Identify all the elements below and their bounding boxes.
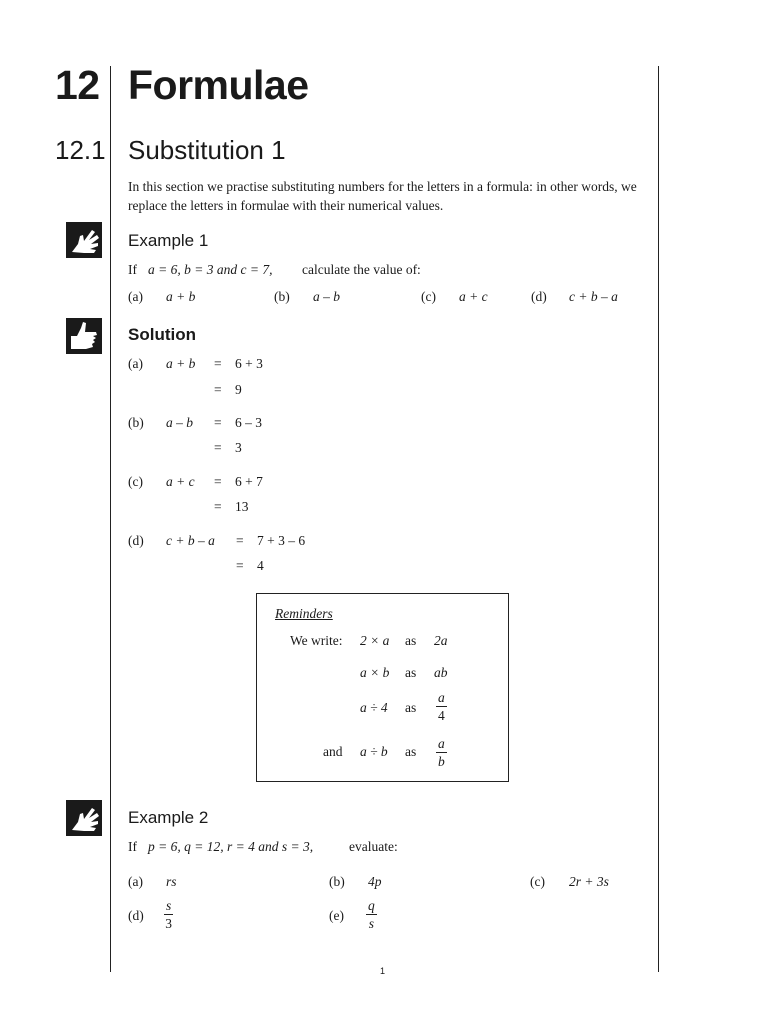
fraction-numerator: s — [166, 898, 172, 913]
solution-step-label: (b) — [128, 415, 144, 430]
fraction-denominator: s — [368, 916, 374, 931]
example-2-part-expr: 2r + 3s — [569, 874, 609, 889]
reminders-left-expr: 2 × a — [360, 633, 390, 648]
reminders-as: as — [405, 700, 417, 715]
solution-equals: = — [214, 474, 222, 489]
solution-line-1: 6 + 3 — [235, 356, 263, 371]
pointing-hand-icon — [66, 800, 102, 836]
solution-line-1: 7 + 3 – 6 — [257, 533, 306, 548]
example-2-part-label: (e) — [329, 908, 344, 923]
page-number: 1 — [380, 966, 386, 976]
fraction-denominator: 4 — [438, 708, 445, 723]
fraction-numerator: a — [438, 690, 445, 705]
solution-step-expr: a + c — [166, 474, 195, 489]
reminders-left-expr: a × b — [360, 665, 390, 680]
example-1-heading: Example 1 — [128, 231, 209, 250]
reminders-left-expr: a ÷ b — [360, 744, 388, 759]
example-1-part-expr: a – b — [313, 289, 340, 304]
example-1-part-label: (c) — [421, 289, 436, 304]
solution-heading: Solution — [128, 325, 196, 344]
example-2-part-label: (b) — [329, 874, 345, 889]
reminders-fraction — [436, 736, 447, 770]
solution-line-2: 9 — [235, 382, 242, 397]
solution-step-label: (a) — [128, 356, 143, 371]
solution-equals: = — [236, 533, 244, 548]
example-1-part-expr: a + c — [459, 289, 488, 304]
example-2-part-expr: 4p — [368, 874, 382, 889]
example-2-part-expr: rs — [166, 874, 177, 889]
thumbs-up-hand-icon — [66, 318, 102, 354]
solution-step-expr: a – b — [166, 415, 193, 430]
section-title: Substitution 1 — [128, 135, 286, 165]
solution-equals: = — [214, 499, 222, 514]
solution-line-2: 3 — [235, 440, 242, 455]
reminders-as: as — [405, 744, 417, 759]
example-2-prompt-rest: evaluate: — [349, 839, 398, 854]
chapter-title: Formulae — [128, 62, 309, 108]
example-1-prompt-if: If — [128, 262, 137, 277]
solution-equals: = — [214, 415, 222, 430]
reminders-as: as — [405, 665, 417, 680]
example-2-part-label: (c) — [530, 874, 545, 889]
solution-line-2: 13 — [235, 499, 249, 514]
fraction-denominator: b — [438, 754, 445, 769]
example-2-prompt-if: If — [128, 839, 137, 854]
reminders-right-expr: ab — [434, 665, 448, 680]
solution-line-2: 4 — [257, 558, 264, 573]
solution-equals: = — [214, 356, 222, 371]
left-margin-rule — [110, 66, 111, 972]
example-2-part-label: (a) — [128, 874, 143, 889]
example-1-prompt-rest: calculate the value of: — [302, 262, 421, 277]
reminders-and: and — [323, 744, 343, 759]
solution-equals: = — [236, 558, 244, 573]
section-number: 12.1 — [55, 135, 106, 165]
solution-step-label: (d) — [128, 533, 144, 548]
reminders-title: Reminders — [275, 606, 333, 621]
solution-step-expr: c + b – a — [166, 533, 215, 548]
example-2-fraction — [164, 898, 173, 932]
solution-step-expr: a + b — [166, 356, 196, 371]
fraction-numerator: q — [368, 898, 375, 913]
example-2-heading: Example 2 — [128, 808, 209, 827]
fraction-denominator: 3 — [165, 916, 172, 931]
solution-step-label: (c) — [128, 474, 143, 489]
example-2-part-label: (d) — [128, 908, 144, 923]
right-margin-rule — [658, 66, 659, 972]
chapter-number: 12 — [55, 62, 100, 108]
reminders-right-expr: 2a — [434, 633, 448, 648]
intro-paragraph: In this section we practise substituting numbers for the letters in a formula: in other words, we replace the letters in formulae with their numerical values. — [128, 179, 637, 213]
example-2-fraction — [366, 898, 377, 932]
example-1-part-label: (b) — [274, 289, 290, 304]
solution-equals: = — [214, 382, 222, 397]
example-1-part-expr: a + b — [166, 289, 196, 304]
solution-line-1: 6 – 3 — [235, 415, 262, 430]
reminders-as: as — [405, 633, 417, 648]
pointing-hand-icon — [66, 222, 102, 258]
fraction-numerator: a — [438, 736, 445, 751]
reminders-fraction — [436, 690, 447, 724]
example-1-part-label: (d) — [531, 289, 547, 304]
solution-equals: = — [214, 440, 222, 455]
reminders-left-expr: a ÷ 4 — [360, 700, 388, 715]
solution-line-1: 6 + 7 — [235, 474, 263, 489]
reminders-we-write: We write: — [290, 633, 343, 648]
example-1-part-label: (a) — [128, 289, 143, 304]
example-1-part-expr: c + b – a — [569, 289, 618, 304]
example-2-prompt-values: p = 6, q = 12, r = 4 and s = 3, — [148, 839, 314, 854]
example-1-prompt-values: a = 6, b = 3 and c = 7, — [148, 262, 273, 277]
